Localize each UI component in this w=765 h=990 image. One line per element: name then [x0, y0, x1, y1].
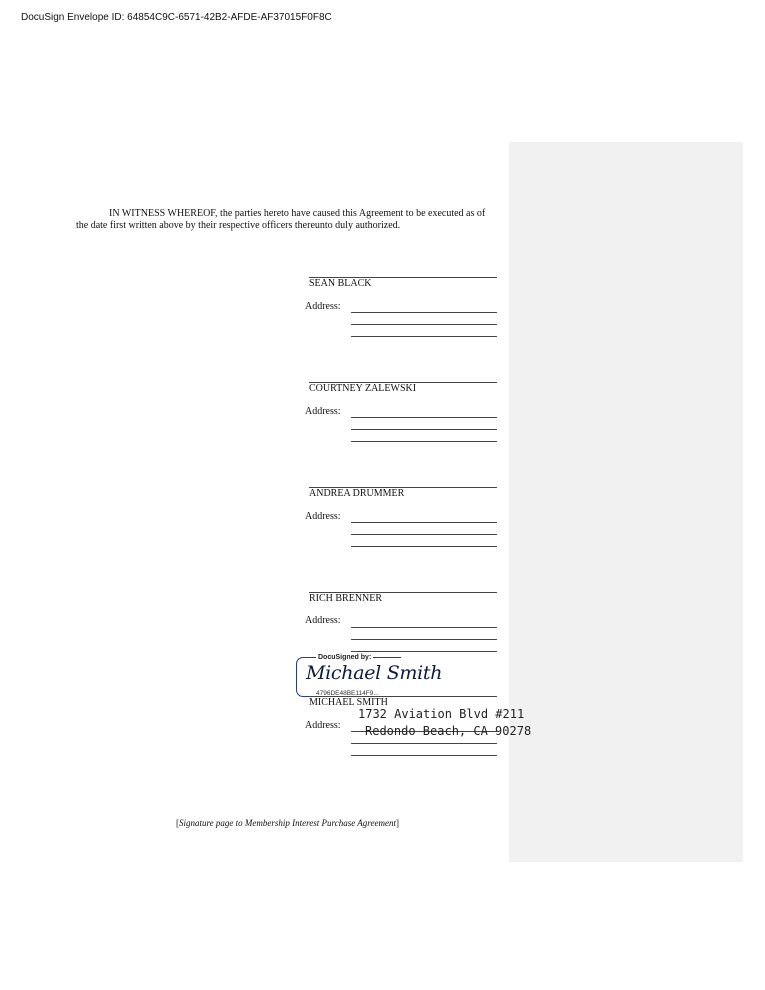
witness-clause — [76, 208, 506, 231]
signature-page-footer — [176, 818, 399, 828]
signatory-name: SEAN BLACK — [309, 278, 372, 289]
address-label: Address: — [305, 615, 341, 626]
witness-line-2: the date first written above by their respective officers thereunto duly authorized. — [76, 219, 401, 231]
address-line — [351, 429, 497, 430]
address-line — [351, 755, 497, 756]
address-line — [351, 627, 497, 628]
address-line — [351, 639, 497, 640]
footer-close-bracket: ] — [395, 818, 399, 828]
footer-text: Signature page to Membership Interest Purchase Agreement — [179, 818, 396, 828]
footer-open-bracket: [ — [176, 818, 179, 828]
address-line — [351, 312, 497, 313]
address-label: Address: — [305, 511, 341, 522]
address-label: Address: — [305, 406, 341, 417]
signatory-name: MICHAEL SMITH — [309, 697, 388, 708]
address-line — [351, 743, 497, 744]
address-line — [351, 324, 497, 325]
signatory-name: COURTNEY ZALEWSKI — [309, 383, 417, 394]
comment-margin-panel — [509, 142, 743, 862]
typed-address-line-1: 1732 Aviation Blvd #211 — [358, 707, 525, 721]
address-line — [351, 546, 497, 547]
signatory-name: RICH BRENNER — [309, 593, 383, 604]
docusign-hash: 4796DE48BE114F9... — [316, 690, 379, 697]
envelope-id: DocuSign Envelope ID: 64854C9C-6571-42B2-AFDE-AF37015F0F8C — [21, 12, 332, 23]
address-label: Address: — [305, 720, 341, 731]
address-line — [351, 441, 497, 442]
address-label: Address: — [305, 301, 341, 312]
signatory-name: ANDREA DRUMMER — [309, 488, 405, 499]
witness-line-1: IN WITNESS WHEREOF, the parties hereto have caused this Agreement to be executed as of — [109, 208, 486, 219]
address-line — [351, 336, 497, 337]
address-line — [351, 522, 497, 523]
address-line — [351, 417, 497, 418]
docusign-signature: Michael Smith — [306, 662, 443, 684]
address-line — [351, 651, 497, 652]
docusign-title: DocuSigned by: — [318, 654, 372, 661]
typed-address-line-2: Redondo Beach, CA 90278 — [365, 724, 532, 738]
address-line — [351, 534, 497, 535]
